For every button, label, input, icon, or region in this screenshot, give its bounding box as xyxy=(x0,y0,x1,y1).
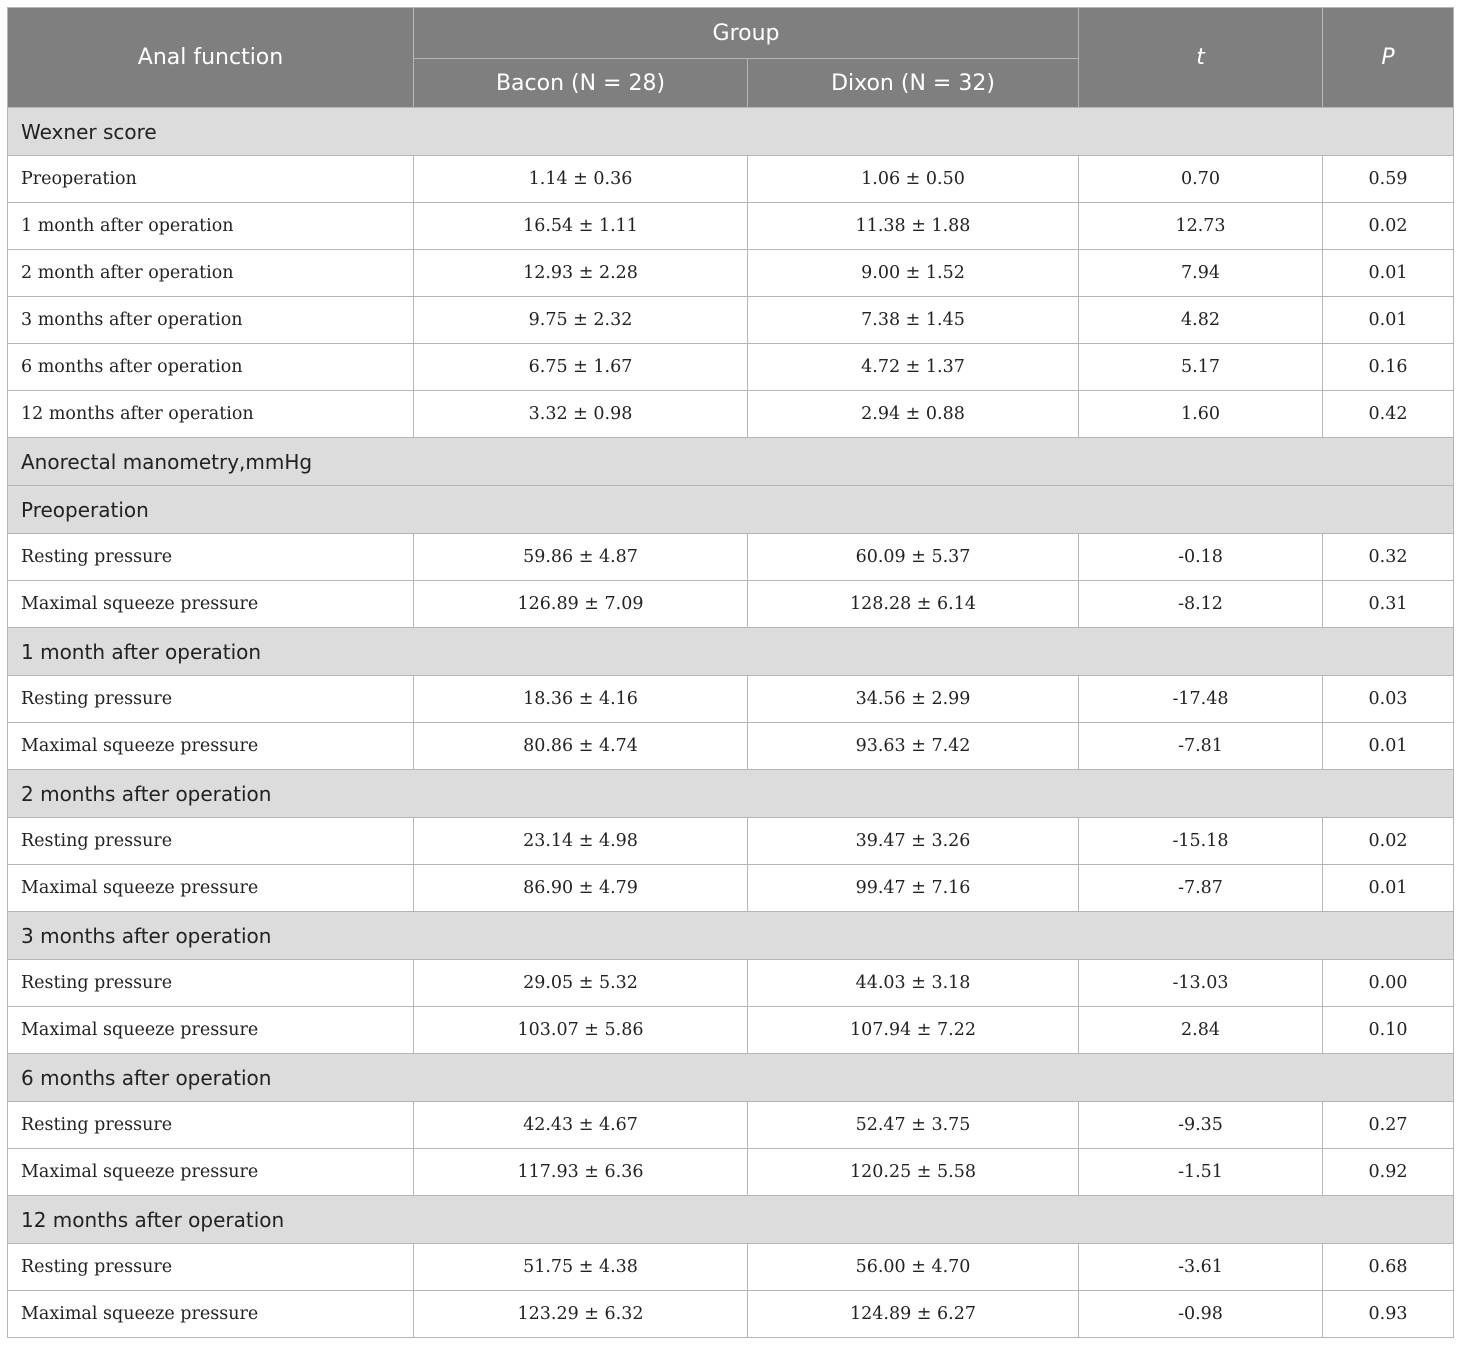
table-row xyxy=(8,1149,1454,1196)
bacon-value-cell: 59.86 ± 4.87 xyxy=(414,534,748,581)
t-value-cell: -1.51 xyxy=(1079,1149,1323,1196)
table-header xyxy=(8,8,1454,108)
p-value-cell: 0.68 xyxy=(1323,1244,1454,1291)
header-group: Group xyxy=(414,8,1079,59)
dixon-value-cell: 39.47 ± 3.26 xyxy=(748,818,1079,865)
row-label-cell: Resting pressure xyxy=(8,818,414,865)
table-row xyxy=(8,676,1454,723)
dixon-value-cell: 120.25 ± 5.58 xyxy=(748,1149,1079,1196)
p-value-cell: 0.92 xyxy=(1323,1149,1454,1196)
p-value-cell: 0.00 xyxy=(1323,960,1454,1007)
p-value-cell: 0.42 xyxy=(1323,391,1454,438)
table-row xyxy=(8,581,1454,628)
bacon-value-cell: 12.93 ± 2.28 xyxy=(414,250,748,297)
bacon-value-cell: 126.89 ± 7.09 xyxy=(414,581,748,628)
dixon-value-cell: 93.63 ± 7.42 xyxy=(748,723,1079,770)
header-bacon: Bacon (N = 28) xyxy=(414,59,748,108)
bacon-value-cell: 29.05 ± 5.32 xyxy=(414,960,748,1007)
t-value-cell: -3.61 xyxy=(1079,1244,1323,1291)
table-row xyxy=(8,818,1454,865)
t-value-cell: 7.94 xyxy=(1079,250,1323,297)
t-value-cell: -0.98 xyxy=(1079,1291,1323,1338)
dixon-value-cell: 56.00 ± 4.70 xyxy=(748,1244,1079,1291)
row-label-cell: Maximal squeeze pressure xyxy=(8,1007,414,1054)
table-body xyxy=(8,108,1454,1338)
row-label-cell: Preoperation xyxy=(8,156,414,203)
p-value-cell: 0.01 xyxy=(1323,865,1454,912)
bacon-value-cell: 1.14 ± 0.36 xyxy=(414,156,748,203)
table-row xyxy=(8,391,1454,438)
section-row xyxy=(8,1196,1454,1244)
row-label-cell: Resting pressure xyxy=(8,1102,414,1149)
section-row xyxy=(8,628,1454,676)
section-label: Anorectal manometry,mmHg xyxy=(8,438,1454,486)
section-label: Wexner score xyxy=(8,108,1454,156)
dixon-value-cell: 44.03 ± 3.18 xyxy=(748,960,1079,1007)
section-label: 3 months after operation xyxy=(8,912,1454,960)
table-row xyxy=(8,1244,1454,1291)
bacon-value-cell: 80.86 ± 4.74 xyxy=(414,723,748,770)
dixon-value-cell: 128.28 ± 6.14 xyxy=(748,581,1079,628)
table-row xyxy=(8,534,1454,581)
p-value-cell: 0.01 xyxy=(1323,250,1454,297)
dixon-value-cell: 99.47 ± 7.16 xyxy=(748,865,1079,912)
bacon-value-cell: 51.75 ± 4.38 xyxy=(414,1244,748,1291)
t-value-cell: 12.73 xyxy=(1079,203,1323,250)
row-label-cell: Maximal squeeze pressure xyxy=(8,865,414,912)
row-label-cell: Maximal squeeze pressure xyxy=(8,723,414,770)
header-p: P xyxy=(1323,8,1454,108)
dixon-value-cell: 124.89 ± 6.27 xyxy=(748,1291,1079,1338)
p-value-cell: 0.02 xyxy=(1323,818,1454,865)
table-row xyxy=(8,250,1454,297)
row-label-cell: Maximal squeeze pressure xyxy=(8,581,414,628)
section-label: 12 months after operation xyxy=(8,1196,1454,1244)
p-value-cell: 0.01 xyxy=(1323,297,1454,344)
bacon-value-cell: 9.75 ± 2.32 xyxy=(414,297,748,344)
table-row xyxy=(8,1102,1454,1149)
t-value-cell: 1.60 xyxy=(1079,391,1323,438)
dixon-value-cell: 7.38 ± 1.45 xyxy=(748,297,1079,344)
t-value-cell: 4.82 xyxy=(1079,297,1323,344)
bacon-value-cell: 117.93 ± 6.36 xyxy=(414,1149,748,1196)
dixon-value-cell: 107.94 ± 7.22 xyxy=(748,1007,1079,1054)
table-row xyxy=(8,297,1454,344)
section-row xyxy=(8,486,1454,534)
p-value-cell: 0.02 xyxy=(1323,203,1454,250)
row-label-cell: 12 months after operation xyxy=(8,391,414,438)
row-label-cell: 1 month after operation xyxy=(8,203,414,250)
p-value-cell: 0.10 xyxy=(1323,1007,1454,1054)
p-value-cell: 0.03 xyxy=(1323,676,1454,723)
section-label: 1 month after operation xyxy=(8,628,1454,676)
t-value-cell: -13.03 xyxy=(1079,960,1323,1007)
t-value-cell: -8.12 xyxy=(1079,581,1323,628)
row-label-cell: Maximal squeeze pressure xyxy=(8,1291,414,1338)
table-row xyxy=(8,344,1454,391)
t-value-cell: -15.18 xyxy=(1079,818,1323,865)
bacon-value-cell: 123.29 ± 6.32 xyxy=(414,1291,748,1338)
dixon-value-cell: 11.38 ± 1.88 xyxy=(748,203,1079,250)
row-label-cell: Resting pressure xyxy=(8,1244,414,1291)
p-value-cell: 0.59 xyxy=(1323,156,1454,203)
header-anal-function: Anal function xyxy=(8,8,414,108)
section-row xyxy=(8,438,1454,486)
row-label-cell: 2 month after operation xyxy=(8,250,414,297)
bacon-value-cell: 18.36 ± 4.16 xyxy=(414,676,748,723)
table-row xyxy=(8,723,1454,770)
p-value-cell: 0.93 xyxy=(1323,1291,1454,1338)
p-value-cell: 0.31 xyxy=(1323,581,1454,628)
bacon-value-cell: 3.32 ± 0.98 xyxy=(414,391,748,438)
dixon-value-cell: 9.00 ± 1.52 xyxy=(748,250,1079,297)
row-label-cell: Resting pressure xyxy=(8,534,414,581)
table-row xyxy=(8,1007,1454,1054)
bacon-value-cell: 23.14 ± 4.98 xyxy=(414,818,748,865)
anal-function-table xyxy=(7,7,1454,1338)
bacon-value-cell: 103.07 ± 5.86 xyxy=(414,1007,748,1054)
header-dixon: Dixon (N = 32) xyxy=(748,59,1079,108)
row-label-cell: Maximal squeeze pressure xyxy=(8,1149,414,1196)
bacon-value-cell: 42.43 ± 4.67 xyxy=(414,1102,748,1149)
dixon-value-cell: 52.47 ± 3.75 xyxy=(748,1102,1079,1149)
t-value-cell: 0.70 xyxy=(1079,156,1323,203)
section-row xyxy=(8,770,1454,818)
t-value-cell: -17.48 xyxy=(1079,676,1323,723)
t-value-cell: -7.87 xyxy=(1079,865,1323,912)
section-row xyxy=(8,1054,1454,1102)
header-t: t xyxy=(1079,8,1323,108)
table-row xyxy=(8,865,1454,912)
section-label: 2 months after operation xyxy=(8,770,1454,818)
section-row xyxy=(8,108,1454,156)
p-value-cell: 0.16 xyxy=(1323,344,1454,391)
dixon-value-cell: 34.56 ± 2.99 xyxy=(748,676,1079,723)
p-value-cell: 0.01 xyxy=(1323,723,1454,770)
table-row xyxy=(8,203,1454,250)
p-value-cell: 0.32 xyxy=(1323,534,1454,581)
t-value-cell: -0.18 xyxy=(1079,534,1323,581)
bacon-value-cell: 16.54 ± 1.11 xyxy=(414,203,748,250)
section-label: 6 months after operation xyxy=(8,1054,1454,1102)
dixon-value-cell: 2.94 ± 0.88 xyxy=(748,391,1079,438)
t-value-cell: 2.84 xyxy=(1079,1007,1323,1054)
t-value-cell: 5.17 xyxy=(1079,344,1323,391)
t-value-cell: -9.35 xyxy=(1079,1102,1323,1149)
bacon-value-cell: 86.90 ± 4.79 xyxy=(414,865,748,912)
p-value-cell: 0.27 xyxy=(1323,1102,1454,1149)
row-label-cell: Resting pressure xyxy=(8,960,414,1007)
section-label: Preoperation xyxy=(8,486,1454,534)
bacon-value-cell: 6.75 ± 1.67 xyxy=(414,344,748,391)
dixon-value-cell: 4.72 ± 1.37 xyxy=(748,344,1079,391)
dixon-value-cell: 60.09 ± 5.37 xyxy=(748,534,1079,581)
section-row xyxy=(8,912,1454,960)
table-row xyxy=(8,960,1454,1007)
table-row xyxy=(8,1291,1454,1338)
row-label-cell: 3 months after operation xyxy=(8,297,414,344)
row-label-cell: Resting pressure xyxy=(8,676,414,723)
dixon-value-cell: 1.06 ± 0.50 xyxy=(748,156,1079,203)
t-value-cell: -7.81 xyxy=(1079,723,1323,770)
row-label-cell: 6 months after operation xyxy=(8,344,414,391)
table-row xyxy=(8,156,1454,203)
